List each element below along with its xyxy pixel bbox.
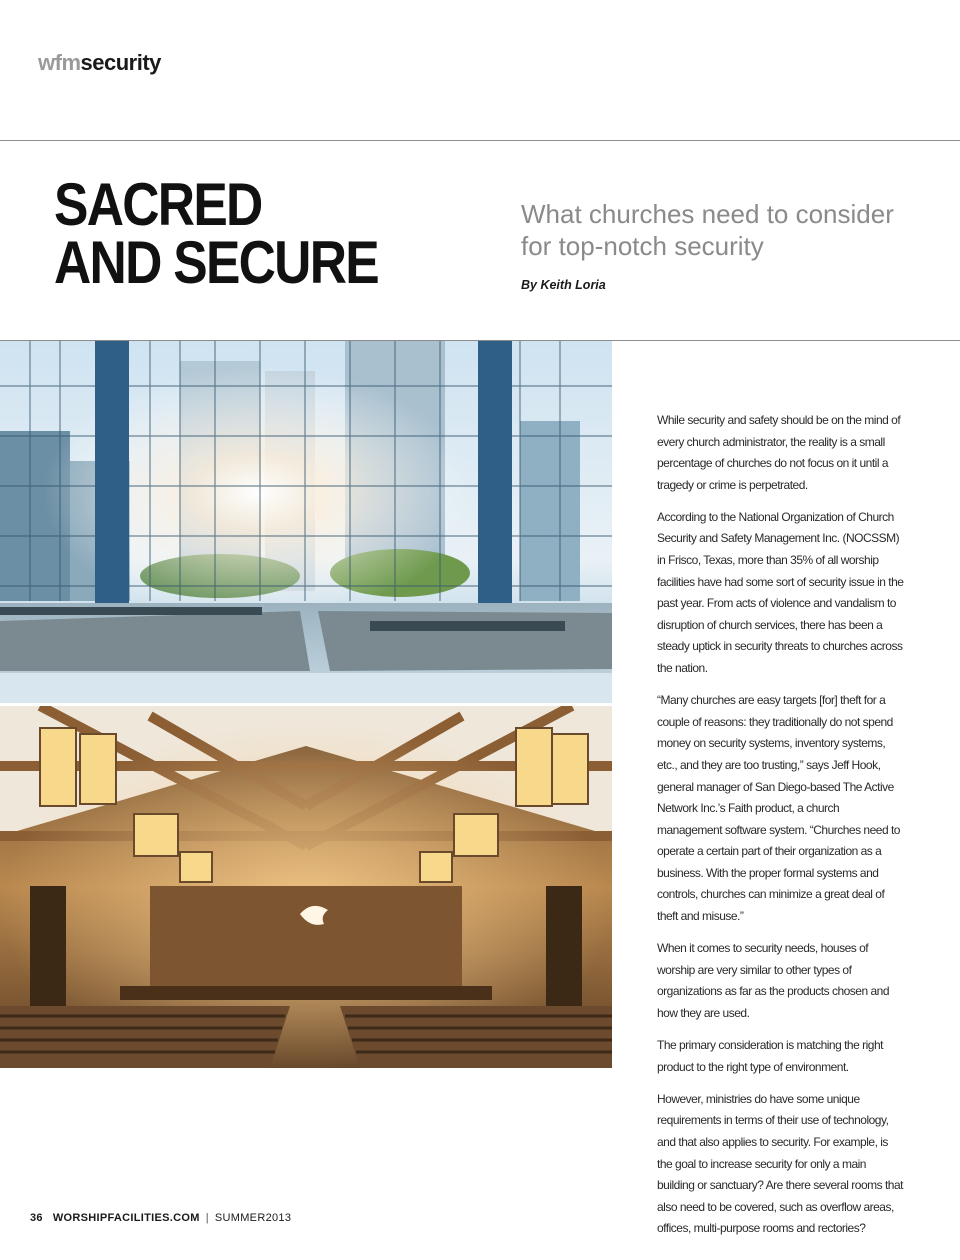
paragraph: When it comes to security needs, houses of worship are very similar to other types of organizations as far as the products chosen and how they are used. [657, 941, 889, 1020]
logo-suffix: security [80, 50, 161, 75]
page-number: 36 [30, 1212, 43, 1224]
paragraph: “Many churches are easy targets [for] theft for a couple of reasons: they traditionally do not spend money on security systems, inventory systems, etc., and they are too trusting,” says Jeff Hook, general manager of San Diego-based The Active Network Inc.’s Faith product, a church management software system. “Churches need to operate a certain part of their organization as a business. With the proper formal systems and controls, churches can minimize a great deal of theft and misuse.” [657, 693, 900, 924]
footer-website: WORSHIPFACILITIES.COM [52, 1212, 200, 1224]
article-headline [54, 171, 378, 296]
article-deck [521, 198, 941, 262]
footer-issue: SUMMER2013 [214, 1212, 292, 1224]
deck-line-1: What churches need to consider [521, 199, 894, 229]
paragraph: However, ministries do have some unique requirements in terms of their use of technology, and that also applies to security. For example, is the goal to increase security for only a main building or sanctuary? Are there several rooms that also need to be covered, such as overflow areas, offices, multi-purpose rooms and rectories? [657, 1091, 903, 1236]
paragraph: The primary consideration is matching the right product to the right type of environment. [657, 1038, 883, 1074]
magazine-section-logo [38, 50, 161, 76]
article-body [657, 410, 905, 1250]
top-divider [0, 140, 960, 141]
lobby-photo [0, 341, 612, 703]
page-footer [30, 1212, 291, 1224]
deck-line-2: for top-notch security [521, 231, 764, 261]
headline-line-1: SACRED [54, 171, 262, 238]
paragraph: According to the National Organization of Church Security and Safety Management Inc. (NOCSSM) in Frisco, Texas, more than 35% of all worship facilities have had some sort of security issue in the past year. From acts of violence and vandalism to disruption of church services, there has been a steady uptick in security threats to churches across the nation. [657, 509, 904, 676]
sanctuary-photo [0, 706, 612, 1068]
headline-line-2: AND SECURE [54, 229, 378, 296]
footer-separator: | [205, 1212, 209, 1224]
paragraph: While security and safety should be on the mind of every church administrator, the reality is a small percentage of churches do not focus on it until a tragedy or crime is perpetrated. [657, 413, 901, 492]
logo-prefix: wfm [38, 50, 81, 75]
author-byline: By Keith Loria [521, 278, 606, 292]
